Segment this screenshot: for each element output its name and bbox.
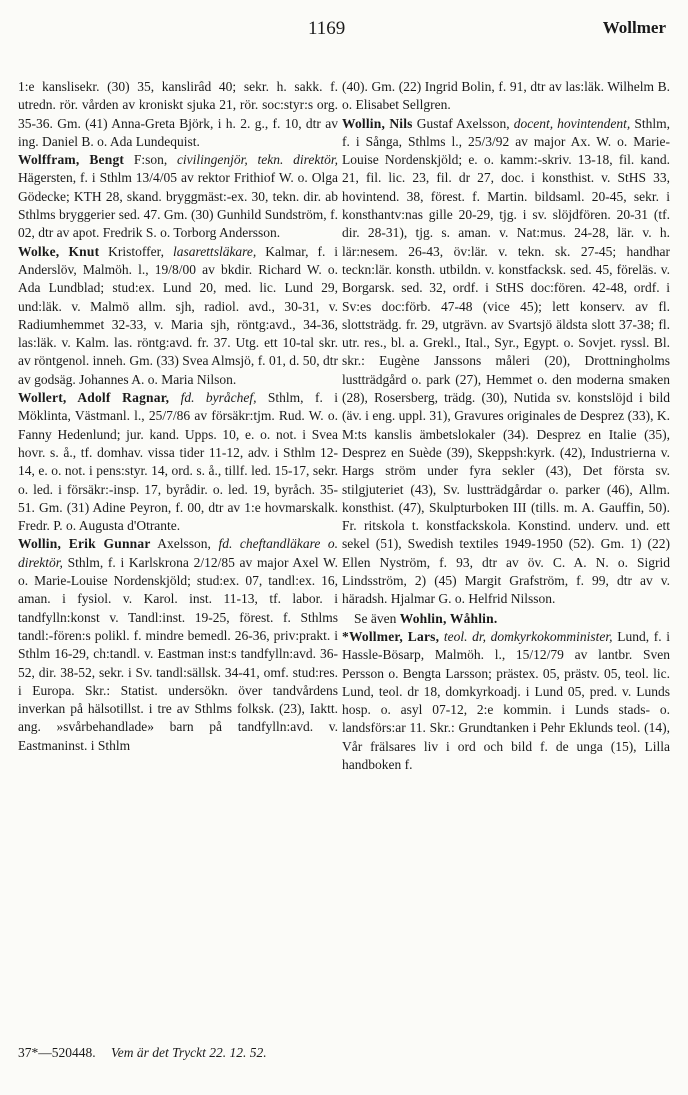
entry-name: Wolffram, Bengt [18,152,125,168]
entry-given-names: Kristoffer, [99,243,173,259]
biography-entry [342,628,670,774]
right-column [342,78,670,774]
biography-entry [18,389,338,535]
entry-text: Lund, f. i Hassle-Bösarp, Malmöh. l., 15/12/79 av lantbr. Sven Persson o. Bengta Larsson; prästex. 05, prästv. 05, teol. lic. Lund, teol. dr 18, domkyrkoadj. i Lund 05, pred. v. Lunds hosp. o. asyl 07-12, 2:e kommin. i Lunds stads- o. landsförs:ar 11. Skr.: Grundtanken i Pehr Eklunds teol. (14), Vår frälsares liv i ord och bild f. de unga (15), Lilla handboken f. [342,628,671,772]
biography-entry [18,151,338,242]
entry-text: Sthlm, f. i Möklinta, Västmanl. l., 25/7/86 av försäkr:tjm. Rud. W. o. Fanny Hedenlund; jur. kand. Upps. 10, e. o. not. i Svea hovr. s. å., tf. domhav. vissa tider 11-12, adv. i Sthlm 12-14, e. o. not. i pens:styr. 14, ord. s. å., tillf. led. 15-17, sekr. o. led. i försäkr:-insp. 17, byrådir. o. led. 19, byråch. 35-51. Gm. (31) Adine Peyron, f. 00, dtr av 1:e hovmarskalk. Fredr. P. o. Augusta d'Otrante. [18,390,338,534]
page-footer [18,1045,658,1061]
cross-reference [342,610,670,628]
biography-entry [18,243,338,389]
entry-name: *Wollmer, Lars, [342,628,440,644]
entry-title: fd. byråchef, [180,390,257,406]
entry-text: Hägersten, f. i Sthlm 13/4/05 av rektor Frithiof W. o. Olga Gödecke; KTH 28, skand. bryggmäst:-ex. 30, tekn. dir. ab Sthlms bryggerier sed. 47. Gm. (30) Gunhild Sundström, f. 02, dtr av apot. Fredrik S. o. Torborg Andersson. [18,170,338,241]
entry-name: Wolke, Knut [18,243,100,259]
entry-given-names: Gustaf Axelsson, [412,115,514,131]
see-also-label: Se även [354,610,400,626]
printer-signature: 37*—520448. [18,1045,96,1060]
entry-title: docent, hovintendent, [513,115,631,131]
left-column [18,78,338,755]
entry-title: teol. dr, domkyrkokomminister, [443,628,613,644]
page-number: 1169 [308,18,346,39]
entry-text: Sthlm, f. i Sånga, Sthlms l., 25/3/92 av major Ax. W. o. Marie-Louise Nordenskjöld; e. o. kamm:-skriv. 13-18, fil. kand. 21, fil. lic. 23, fil. dr 27, doc. i konsthist. v. StHS 33, hovintend. 38, förest. f. Martin. bildsaml. 20-45, sekr. i konsthantv:nas gille 20-29, tjg. i sv. slöjdfören. 20-31 (tf. dir. 28-31), tjg. s. aman. v. Nat:mus. 24-28, lär. v. h. lär:nesem. 26-43, öv:lär. v. tekn. sk. 27-45; handhar teckn:lär. konsth. utbildn. v. konstfacksk. sed. 45, föreläs. v. Borgarsk. sed. 32, ordf. i StHS doc:fören. 42-48, ordf. i Sv:es doc:förb. 47-48 (vice 45); lett konserv. av fl. slottsträdg. fr. 29, utgrävn. av Svartsjö äldsta slott 37-38; fl. utr. res., bl. a. Grekl., Ital., Syr., Egypt. o. Sovjet. ryssl. Bl. skr.: Eugène Janssons måleri (20), Drottningholms lustträdgård o. park (27), Hemmet o. den moderna smaken (28), Rosersberg, trädg. (30), Nutida sv. konstslöjd i bild (äv. i eng. uppl. 31), Gravures originales de Desprez (33), K. M:ts kanslis ämbetslokaler (34). Desprez en Italie (35), Desprez en Suède (39), Skeppsh:kyrk. (42), Industrierna v. Hargs ström under fyra sekler (43), Det första sv. stilgjuteriet (43), Sv. lustträdgårdar o. parker (46), Allm. konsthist. (47), Skulpturboken III (tills. m. A. Gauffin, 50). Fr. ritskola t. konstfackskola. Konstind. underv. und. ett sekel (51), Swedish textiles 1949-1950 (52). Gm. 1) (22) Ellen Nyström, f. 93, dtr av öv. C. A. N. o. Sigrid Lindsström, 2) (45) Margit Grafström, f. 99, dtr av v. häradsh. Hjalmar G. o. Helfrid Nilsson. [342,115,670,607]
entry-given-names [169,390,180,405]
entry-text: (40). Gm. (22) Ingrid Bolin, f. 91, dtr av las:läk. Wilhelm B. o. Elisabet Sellgren. [342,79,670,113]
entry-text: Kalmar, f. i Anderslöv, Malmöh. l., 19/8/00 av bkdir. Richard W. o. Ada Lundblad; stud:ex. Lund 20, med. lic. Lund 29, und:läk. v. Malmö allm. sjh, radiol. avd., 30-31, v. Radiumhemmet 32-33, v. Maria sjh, röntg:avd., 34-36, las:läk. v. Kalm. las. röntg:avd. fr. 37. Utg. ett 10-tal skr. av röntgenol. inneh. Gm. (33) Svea Almsjö, f. 01, d. 50, dtr av godsäg. Johannes A. o. Maria Nilson. [18,243,339,387]
entry-given-names: Axelsson, [157,536,219,552]
entry-continuation [18,78,338,151]
entry-name: Wollert, Adolf Ragnar, [18,390,170,406]
entry-given-names: F:son, [124,152,177,168]
entry-name: Wollin, Nils [342,115,413,131]
entry-title: civilingenjör, tekn. direktör, [176,152,338,168]
entry-text: 1:e kanslisekr. (30) 35, kanslirâd 40; sekr. h. sakk. f. utredn. rör. vården av kroniskt sjuka 21, rör. soc:styr:s org. 35-36. Gm. (41) Anna-Greta Björk, i h. 2. g., f. 10, dtr av ing. Daniel B. o. Ada Lundequist. [18,79,338,149]
entry-title: lasarettsläkare, [172,243,257,259]
running-head: Wollmer [602,18,666,37]
see-also-names: Wohlin, Wåhlin. [399,610,498,626]
page-header [0,14,688,54]
entry-continuation [342,78,670,115]
biography-entry [342,115,670,609]
entry-name: Wollin, Erik Gunnar [18,536,151,552]
print-note: Vem är det Tryckt 22. 12. 52. [111,1045,267,1060]
entry-title: fd. cheftandläkare o. direktör, [18,536,338,570]
biography-entry [18,535,338,755]
entry-text: Sthlm, f. i Karlskrona 2/12/85 av major Axel W. o. Marie-Louise Nordenskjöld; stud:ex. 07, tandl:ex. 16, aman. i fysiol. v. Karol. inst. 11-13, tf. labor. i tandfylln:konst v. Tandl:inst. 19-25, förest. f. Sthlms tandl:-fören:s polikl. f. mindre bemedl. 26-36, priv:prakt. i Sthlm 16-29, ch:tandl. v. Eastman inst:s tandfylln:avd. 36-52, dir. 38-52, sekr. i Sv. tandl:sällsk. 34-41, omf. stud:res. i Europa. Skr.: Statist. undersökn. över tandvårdens inverkan på hälsotillst. i tre av Sthlms folksk. (23), Iaktt. ang. »svårbehandlade» barn på tandfylln:avd. v. Eastmaninst. i Sthlm [18,554,338,753]
